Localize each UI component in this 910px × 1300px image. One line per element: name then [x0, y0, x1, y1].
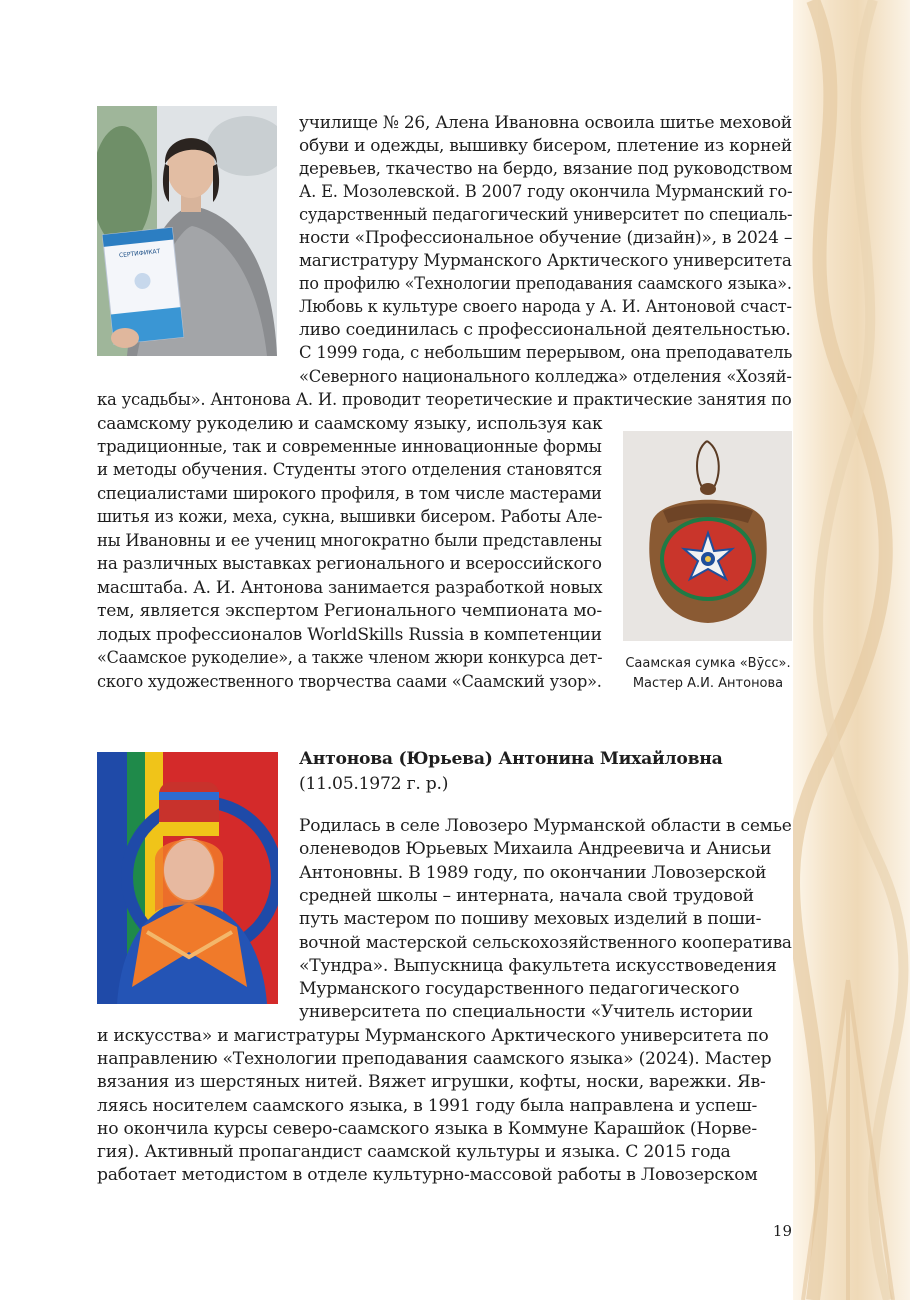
text-line: А. Е. Мозолевской. В 2007 году окончила Мурманский го- — [299, 182, 793, 202]
text-line: ского художественного творчества саами «Саамский узор». — [97, 672, 602, 692]
text-line: вочной мастерской сельскохозяйственного кооператива — [299, 933, 792, 953]
text-line: училище № 26, Алена Ивановна освоила шитье меховой — [299, 113, 792, 133]
text-line: оленеводов Юрьевых Михаила Андреевича и Анисьи — [299, 839, 772, 859]
text-line: на различных выставках регионального и всероссийского — [97, 554, 602, 574]
text-line: С 1999 года, с небольшим перерывом, она преподаватель — [299, 343, 793, 363]
text-line: работает методистом в отделе культурно-массовой работы в Ловозерском — [97, 1165, 758, 1185]
text-line: университета по специальности «Учитель истории — [299, 1002, 753, 1022]
text-line: по профилю «Технологии преподавания саамского языка». — [299, 274, 792, 294]
text-line: ны Ивановны и ее учениц многократно были представлены — [97, 531, 602, 551]
text-line: «Тундра». Выпускница факультета искусствоведения — [299, 956, 777, 976]
text-line: Любовь к культуре своего народа у А. И. Антоновой счаст- — [299, 297, 792, 317]
bag-caption-line2: Мастер А.И. Антонова — [632, 676, 784, 691]
text-line: путь мастером по пошиву меховых изделий в поши- — [299, 909, 762, 929]
text-line: гия). Активный пропагандист саамской культуры и языка. С 2015 года — [97, 1142, 731, 1162]
text-line: обуви и одежды, вышивку бисером, плетение из корней — [299, 136, 792, 156]
text-line: Антоновны. В 1989 году, по окончании Ловозерской — [299, 863, 767, 883]
text-line: специалистами широкого профиля, в том числе мастерами — [97, 484, 602, 504]
text-line: средней школы – интерната, начала свой трудовой — [299, 886, 754, 906]
text-line: саамскому рукоделию и саамскому языку, используя как — [97, 414, 603, 434]
text-line: направлению «Технологии преподавания саамского языка» (2024). Мастер — [97, 1049, 772, 1069]
text-line: Мурманского государственного педагогического — [299, 979, 740, 999]
text-line: ка усадьбы». Антонова А. И. проводит теоретические и практические занятия по — [97, 390, 792, 410]
text-line: но окончила курсы северо-саамского языка в Коммуне Карашйок (Норве- — [97, 1119, 757, 1139]
text-line: деревьев, ткачество на бердо, вязание под руководством — [299, 159, 793, 179]
photo-woman-with-certificate — [97, 106, 277, 356]
text-line: лодых профессионалов WorldSkills Russia в компетенции — [97, 625, 602, 645]
bag-caption-line1: Саамская сумка «Вӯсс». — [625, 656, 791, 671]
text-line: «Северного национального колледжа» отделения «Хозяй- — [299, 367, 792, 387]
text-line: шитья из кожи, меха, сукна, вышивки бисером. Работы Але- — [97, 507, 603, 527]
certificate-title: СЕРТИФИКАТ — [118, 247, 161, 260]
text-line: «Саамское рукоделие», а также членом жюри конкурса дет- — [97, 648, 603, 668]
text-line: ляясь носителем саамского языка, в 1991 году была направлена и успеш- — [97, 1096, 758, 1116]
photo-saami-bag — [623, 431, 792, 641]
page-number: 19 — [772, 1222, 792, 1240]
birth-date: (11.05.1972 г. р.) — [299, 774, 449, 794]
photo-woman-in-saami-costume — [97, 752, 278, 1004]
text-line: традиционные, так и современные инновационные формы — [97, 437, 602, 457]
text-line: сударственный педагогический университет по специаль- — [299, 205, 793, 225]
text-line: вязания из шерстяных нитей. Вяжет игрушки, кофты, носки, варежки. Яв- — [97, 1072, 766, 1092]
text-line: масштаба. А. И. Антонова занимается разработкой новых — [97, 578, 603, 598]
text-line: ливо соединилась с профессиональной деятельностью. — [299, 320, 791, 340]
text-line: и методы обучения. Студенты этого отделения становятся — [97, 460, 603, 480]
text-line: Родилась в селе Ловозеро Мурманской области в семье — [299, 816, 792, 836]
text-line: ности «Профессиональное обучение (дизайн)», в 2024 – — [299, 228, 793, 248]
text-line: и искусства» и магистратуры Мурманского Арктического университета по — [97, 1026, 769, 1046]
person-name-heading: Антонова (Юрьева) Антонина Михайловна — [299, 749, 723, 769]
ornament-swirls — [793, 0, 910, 1300]
text-line: магистратуру Мурманского Арктического университета — [299, 251, 792, 271]
decorative-side-band — [793, 0, 910, 1300]
text-line: тем, является экспертом Регионального чемпионата мо- — [97, 601, 602, 621]
